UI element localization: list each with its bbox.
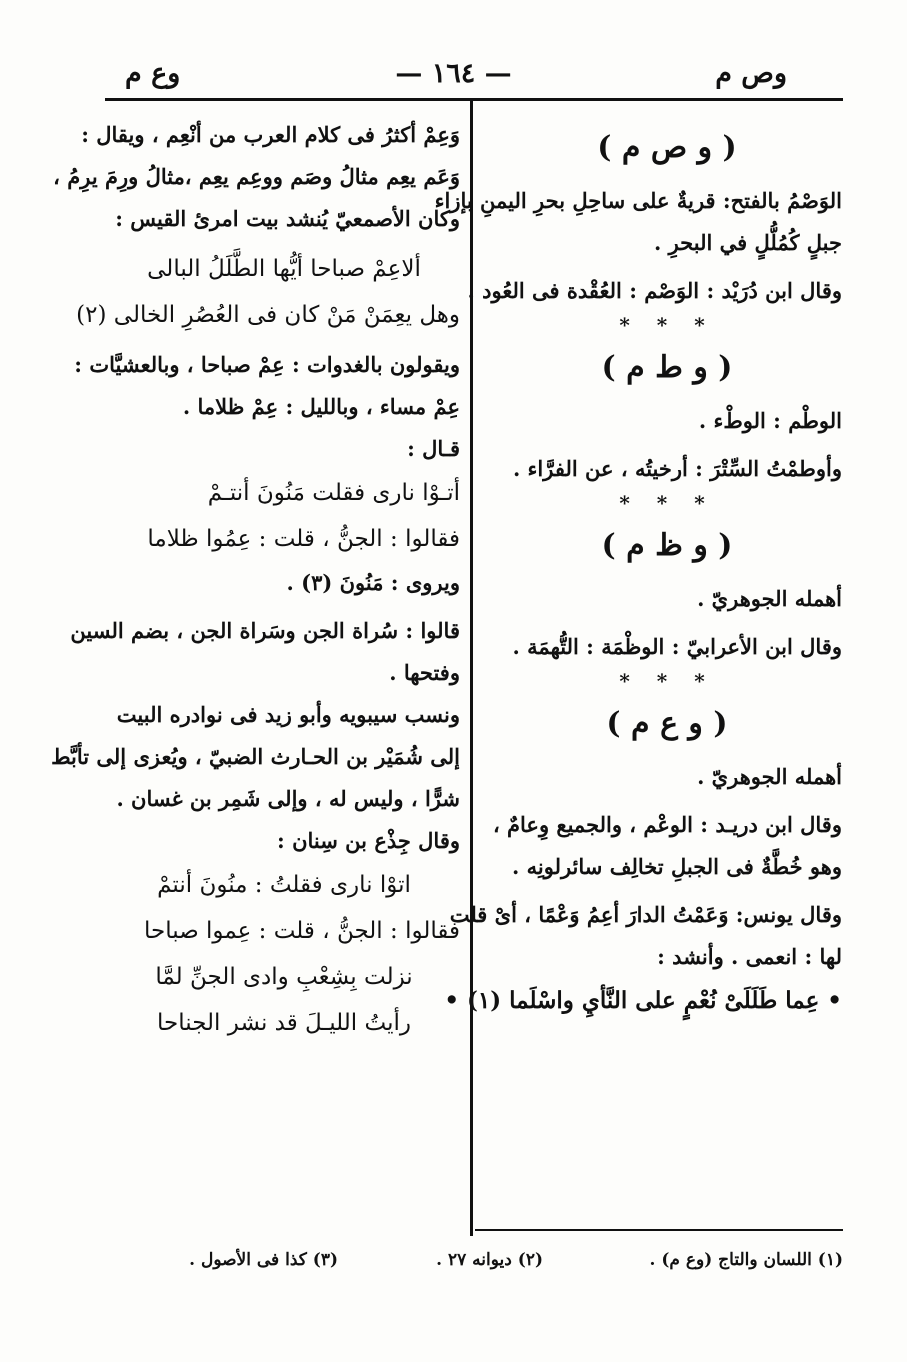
text-line: وقال جِذْع بن سِنان :: [277, 828, 460, 853]
poem-line: نزلت بِشِعْبِ وادى الجنِّ لمَّا: [155, 964, 413, 990]
text-line: أهمله الجوهريّ .: [697, 586, 842, 611]
text-line: وكان الأصمعيّ يُنشد بيت امرئ القيس :: [115, 206, 460, 231]
text-line: وقال ابن دُرَيْد : الوَصْم : العُقْدة فى العُود .: [467, 278, 842, 303]
right-column: [434, 120, 842, 1030]
text-line: وأوطمْتُ السِّتْرَ : أرخيتُه ، عن الفرَّاء .: [512, 456, 842, 481]
poem-line: أتـوْا نارى فقلت مَنُونَ أنتـمْ: [207, 480, 460, 506]
text-line: ويقولون بالغدوات : عِمْ صباحا ، وبالعشيَّات :: [74, 352, 460, 377]
poem-line: ألاعِمْ صباحا أيُّها الطَّلَلُ البالى: [147, 256, 421, 282]
text-line: ويروى : مَنُونَ (٣) .: [286, 570, 460, 595]
section-separator: * * *: [619, 669, 715, 693]
column-divider: [470, 101, 473, 1236]
text-line: وَعِمْ أكثرُ فى كلام العرب من أنْعِم ، ويقال :: [81, 122, 460, 147]
header-rule: [105, 98, 843, 101]
verse-line: • عِما طَلَلَىْ نُعْمٍ على النَّأيِ واسْلَما (١) •: [444, 987, 842, 1014]
running-head-left: وع م: [125, 58, 181, 89]
running-head-right: وص م: [715, 58, 787, 89]
poem-line: رأيتُ الليـلَ قد نشر الجناحا: [157, 1010, 411, 1036]
section-separator: * * *: [619, 491, 715, 515]
entry-heading-wam: ( و ع م ): [606, 706, 728, 741]
footnote-3: (٣) كذا فى الأصول .: [189, 1250, 338, 1270]
text-line: عِمْ مساء ، وبالليل : عِمْ ظلاما .: [182, 394, 460, 419]
text-line: لها : انعمى . وأنشد :: [657, 944, 842, 969]
entry-heading-wtm: ( و ط م ): [601, 350, 733, 385]
poem-line: فقالوا : الجنُّ ، قلت : عِمُوا ظلاما: [147, 526, 460, 552]
text-line: وَعَم يعِم مثالُ وصَم ووعِم يعِم ،مثالُ ورِمَ يرِمُ ،: [53, 164, 460, 189]
footnote-2: (٢) ديوانه ٢٧ .: [436, 1250, 543, 1270]
text-line: ونسب سيبويه وأبو زيد فى نوادره البيت: [116, 702, 460, 727]
footnote-1: (١) اللسان والتاج (وع م) .: [649, 1250, 843, 1270]
text-line: وقال يونس: وَعَمْتُ الدارَ أعِمُ وَعْمًا ، أىْ قلت: [449, 902, 842, 927]
text-line: الوطْم : الوطْء .: [698, 408, 842, 433]
poem-line: اتوْا نارى فقلتُ : منُونَ أنتمْ: [157, 872, 411, 898]
text-line: قـال :: [407, 436, 460, 461]
text-line: إلى شُمَيْر بن الحـارث الضبيّ ، ويُعزى إلى تأبَّط: [51, 744, 460, 769]
poem-line: وهل يعِمَنْ مَنْ كان فى العُصُرِ الخالى (٢): [76, 302, 460, 328]
text-line: وهو خُطَّةٌ فى الجبلِ تخالِف سائرلونِه .: [512, 854, 842, 879]
footnote-rule: [475, 1229, 843, 1231]
text-line: شرًّا ، وليس له ، وإلى شَمِر بن غسان .: [116, 786, 460, 811]
poem-line: فقالوا : الجنُّ ، قلت : عِموا صباحا: [144, 918, 460, 944]
text-line: وقال ابن دريـد : الوعْم ، والجميع وِعامٌ ،: [492, 812, 842, 837]
left-column: [51, 120, 460, 1052]
entry-heading-wzm: ( و ظ م ): [601, 528, 733, 563]
text-line: جبلٍ كُمُلُّلٍ في البحرِ .: [653, 230, 842, 255]
text-line: وقال ابن الأعرابيّ : الوظْمَة : التُّهمَة .: [512, 634, 842, 659]
text-line: وفتحها .: [389, 660, 460, 685]
text-line: أهمله الجوهريّ .: [697, 764, 842, 789]
text-line: قالوا : سُراة الجن وسَراة الجن ، بضم السين: [70, 618, 460, 643]
page-number: — ١٦٤ —: [395, 58, 512, 89]
text-line: الوَصْمُ بالفتح: قريةٌ على ساحِلِ بحرِ اليمنِ بإزاء: [434, 188, 842, 213]
entry-heading-wsm: ( و ص م ): [597, 130, 737, 165]
section-separator: * * *: [619, 313, 715, 337]
